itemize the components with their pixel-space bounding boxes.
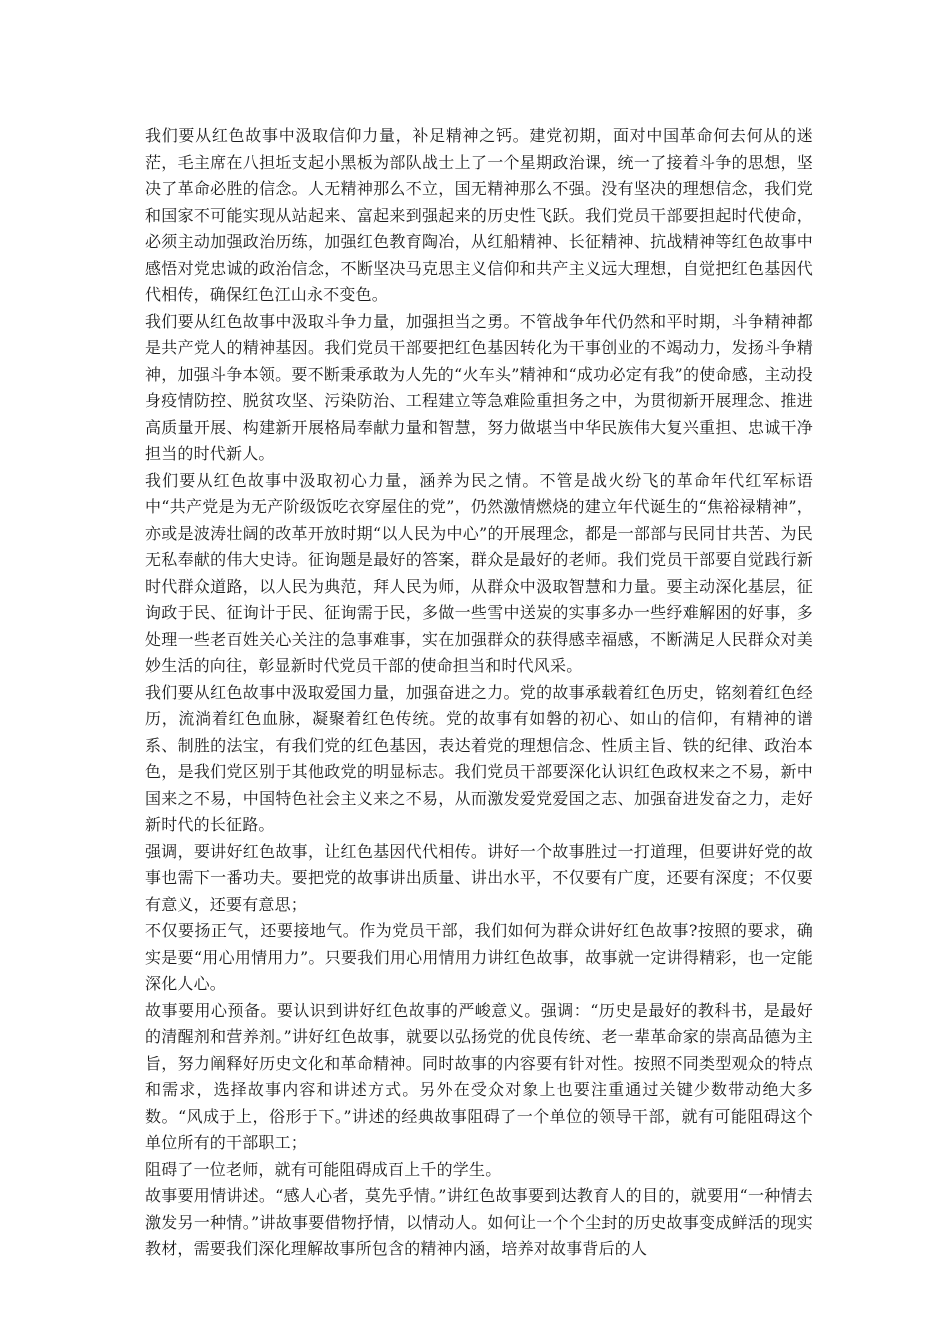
paragraph-original-aspiration: 我们要从红色故事中汲取初心力量，涵养为民之情。不管是战火纷飞的革命年代红军标语中“共产党是为无产阶级饭吃衣穿屋住的党”，仍然激情燃烧的建立年代诞生的“焦裕禄精神”，亦或是波涛壮阔的改革开放时期“以人民为中心”的开展理念，都是一部部与民同甘共苦、为民无私奉献的伟大史诗。征询题是最好的答案，群众是最好的老师。我们党员干部要自觉践行新时代群众道路，以人民为典范，拜人民为师，从群众中汲取智慧和力量。要主动深化基层，征询政于民、征询计于民、征询需于民，多做一些雪中送炭的实事多办一些纾难解困的好事，多处理一些老百姓关心关注的急事难事，实在加强群众的获得感幸福感，不断满足人民群众对美妙生活的向往，彰显新时代党员干部的使命担当和时代风采。 xyxy=(145,470,813,675)
paragraph-use-heart-emotion-effort: 不仅要扬正气，还要接地气。作为党员干部，我们如何为群众讲好红色故事?按照的要求，确实是要“用心用情用力”。只要我们用心用情用力讲红色故事，故事就一定讲得精彩，也一定能深化人心。 xyxy=(145,921,813,993)
paragraph-faith: 我们要从红色故事中汲取信仰力量，补足精神之钙。建党初期，面对中国革命何去何从的迷茫，毛主席在八担坵支起小黑板为部队战士上了一个星期政治课，统一了接着斗争的思想，坚决了革命必胜的信念。人无精神那么不立，国无精神那么不强。没有坚决的理想信念，我们党和国家不可能实现从站起来、富起来到强起来的历史性飞跃。我们党员干部要担起时代使命，必须主动加强政治历练，加强红色教育陶冶，从红船精神、长征精神、抗战精神等红色故事中感悟对党忠诚的政治信念，不断坚决马克思主义信仰和共产主义远大理想，自觉把红色基因代代相传，确保红色江山永不变色。 xyxy=(145,126,813,304)
paragraph-prepare-with-heart: 故事要用心预备。要认识到讲好红色故事的严峻意义。强调：“历史是最好的教科书，是最好的清醒剂和营养剂。”讲好红色故事，就要以弘扬党的优良传统、老一辈革命家的崇高品德为主旨，努力阐释好历史文化和革命精神。同时故事的内容要有针对性。按照不同类型观众的特点和需求，选择故事内容和讲述方式。另外在受众对象上也要注重通过关键少数带动绝大多数。“风成于上，俗形于下。”讲述的经典故事阻碍了一个单位的领导干部，就有可能阻碍这个单位所有的干部职工； xyxy=(145,1000,813,1152)
paragraph-patriotism: 我们要从红色故事中汲取爱国力量，加强奋进之力。党的故事承载着红色历史，铭刻着红色经历，流淌着红色血脉，凝聚着红色传统。党的故事有如磐的初心、如山的信仰，有精神的谱系、制胜的法宝，有我们党的红色基因，表达着党的理想信念、性质主旨、铁的纪律、政治本色，是我们党区别于其他政党的明显标志。我们党员干部要深化认识红色政权来之不易，新中国来之不易，中国特色社会主义来之不易，从而激发爱党爱国之志、加强奋进发奋之力，走好新时代的长征路。 xyxy=(145,682,813,834)
paragraph-tell-with-emotion: 故事要用情讲述。“感人心者，莫先乎情。”讲红色故事要到达教育人的目的，就要用“一种情去激发另一种情。”讲故事要借物抒情，以情动人。如何让一个个尘封的历史故事变成鲜活的现实教材，需要我们深化理解故事所包含的精神内涵，培养对故事背后的人 xyxy=(145,1186,813,1258)
paragraph-struggle: 我们要从红色故事中汲取斗争力量，加强担当之勇。不管战争年代仍然和平时期，斗争精神都是共产党人的精神基因。我们党员干部要把红色基因转化为干事创业的不竭动力，发扬斗争精神，加强斗争本领。要不断秉承敢为人先的“火车头”精神和“成功必定有我”的使命感，主动投身疫情防控、脱贫攻坚、污染防治、工程建立等急难险重担务之中，为贯彻新开展理念、推进高质量开展、构建新开展格局奉献力量和智慧，努力做堪当中华民族伟大复兴重担、忠诚干净担当的时代新人。 xyxy=(145,311,813,463)
paragraph-teacher-influence: 阻碍了一位老师，就有可能阻碍成百上千的学生。 xyxy=(145,1159,502,1179)
paragraph-tell-red-stories: 强调，要讲好红色故事，让红色基因代代相传。讲好一个故事胜过一打道理，但要讲好党的故事也需下一番功夫。要把党的故事讲出质量、讲出水平，不仅要有广度，还要有深度；不仅要有意义，还要有意思； xyxy=(145,841,813,914)
document-body xyxy=(145,123,813,1263)
